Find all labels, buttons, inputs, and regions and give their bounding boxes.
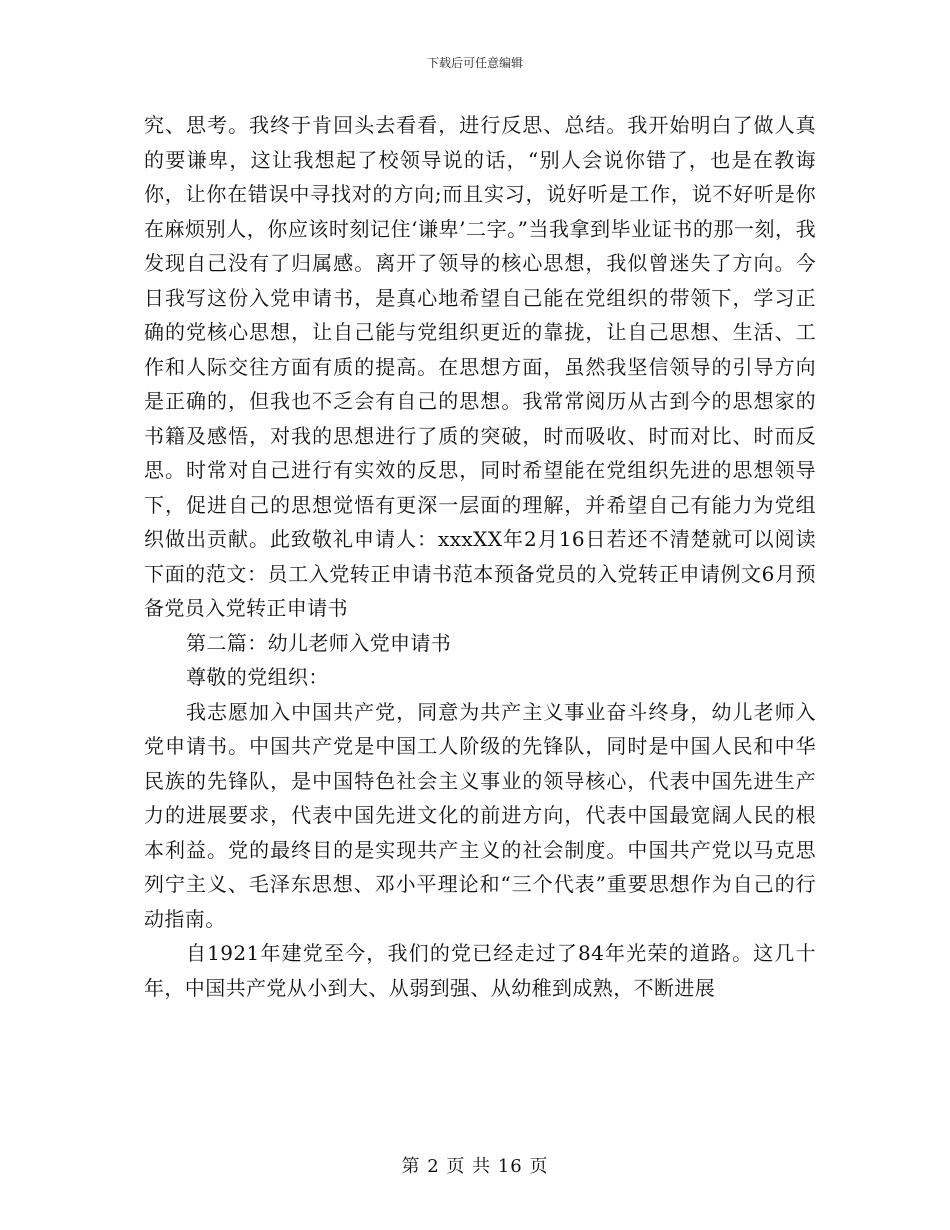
- page-header: 下载后可任意编辑: [426, 56, 523, 70]
- paragraph-continuation: 究、思考。我终于肯回头去看看，进行反思、总结。我开始明白了做人真的要谦卑，这让我想起了校领导说的话，“别人会说你错了，也是在教诲你，让你在错误中寻找对的方向;而且实习，说好听是工作，说不好听是你在麻烦别人，你应该时刻记住‘谦卑’二字。”当我拿到毕业证书的那一刻，我发现自己没有了归属感。离开了领导的核心思想，我似曾迷失了方向。今日我写这份入党申请书，是真心地希望自己能在党组织的带领下，学习正确的党核心思想，让自己能与党组织更近的靠拢，让自己思想、生活、工作和人际交往方面有质的提高。在思想方面，虽然我坚信领导的引导方向是正确的，但我也不乏会有自己的思想。我常常阅历从古到今的思想家的书籍及感悟，对我的思想进行了质的突破，时而吸收、时而对比、时而反思。时常对自己进行有实效的反思，同时希望能在党组织先进的思想领导下，促进自己的思想觉悟有更深一层面的理解，并希望自己有能力为党组织做出贡献。此致敬礼申请人：xxxXX年2月16日若还不清楚就可以阅读下面的范文：员工入党转正申请书范本预备党员的入党转正申请例文6月预备党员入党转正申请书: [144, 113, 816, 620]
- salutation: 尊敬的党组织：: [186, 665, 329, 689]
- document-body: [144, 108, 816, 1005]
- section-title: 第二篇：幼儿老师入党申请书: [186, 630, 452, 655]
- paragraph: 我志愿加入中国共产党，同意为共产主义事业奋斗终身，幼儿老师入党申请书。中国共产党是中国工人阶级的先锋队，同时是中国人民和中华民族的先锋队，是中国特色社会主义事业的领导核心，代表中国先进生产力的进展要求，代表中国先进文化的前进方向，代表中国最宽阔人民的根本利益。党的最终目的是实现共产主义的社会制度。中国共产党以马克思列宁主义、毛泽东思想、邓小平理论和“三个代表”重要思想作为自己的行动指南。: [144, 699, 816, 931]
- paragraph: 自1921年建党至今，我们的党已经走过了84年光荣的道路。这几十年，中国共产党从小到大、从弱到强、从幼稚到成熟，不断进展: [144, 941, 816, 1000]
- page-footer: 第 2 页 共 16 页: [401, 1156, 549, 1177]
